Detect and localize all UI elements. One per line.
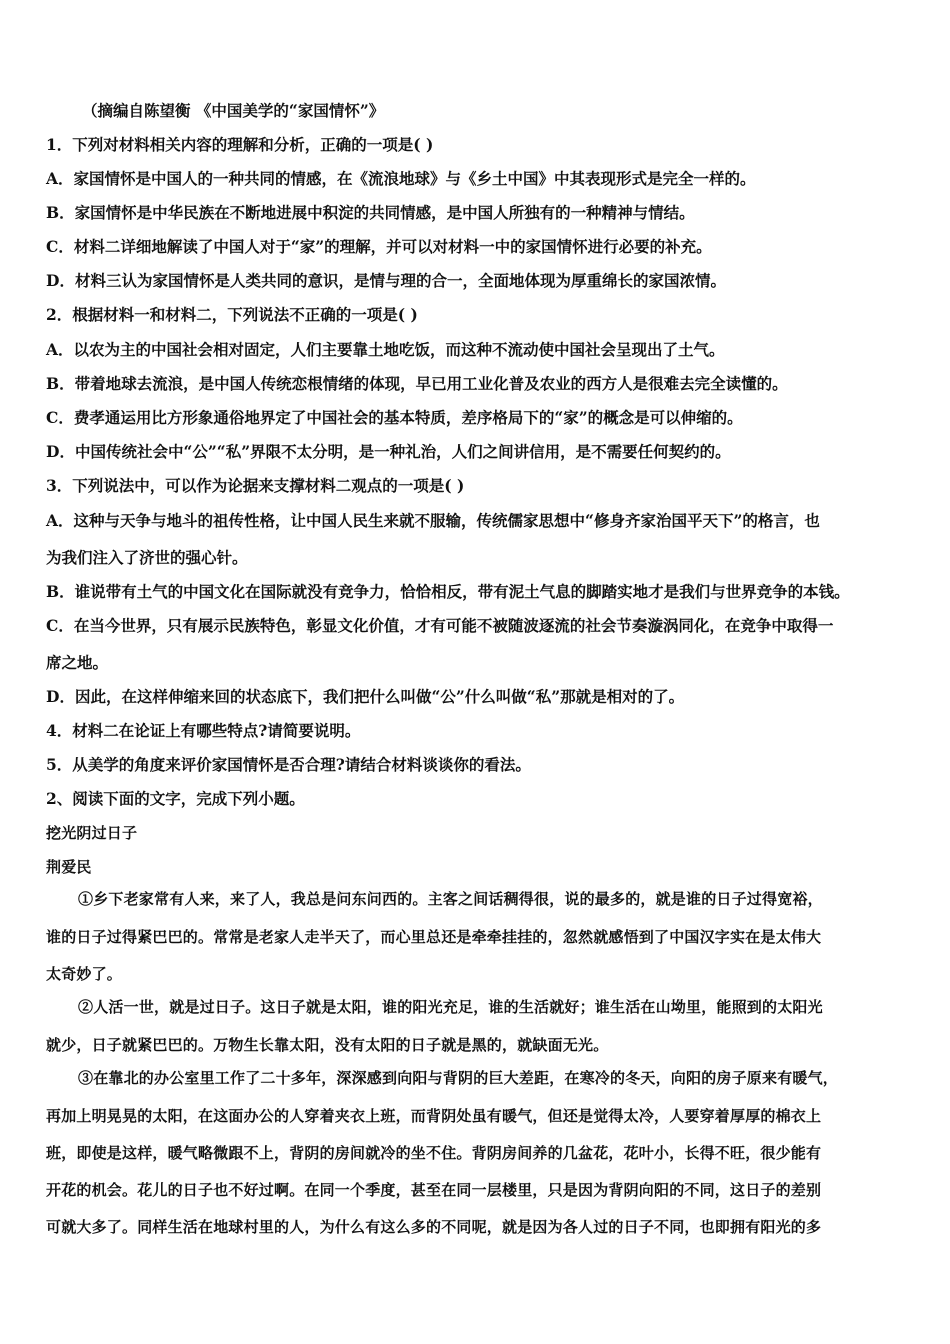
q2-option-b: B．带着地球去流浪，是中国人传统恋根情绪的体现，早已用工业化普及农业的西方人是很难去完全读懂的。 — [46, 374, 788, 393]
q2-option-d: D．中国传统社会中“公”“私”界限不太分明，是一种礼治，人们之间讲信用，是不需要任何契约的。 — [46, 442, 731, 461]
story-paragraph-3-line-1: ③在靠北的办公室里工作了二十多年，深深感到向阳与背阴的巨大差距，在寒冷的冬天，向阳的房子原来有暖气， — [78, 1069, 839, 1087]
story-paragraph-3-line-5: 可就大多了。同样生活在地球村里的人，为什么有这么多的不同呢，就是因为各人过的日子不同，也即拥有阳光的多 — [46, 1218, 822, 1236]
story-paragraph-1-line-1: ①乡下老家常有人来，来了人，我总是问东问西的。主客之间话稠得很，说的最多的，就是谁的日子过得宽裕， — [78, 890, 823, 908]
q2-option-c: C．费孝通运用比方形象通俗地界定了中国社会的基本特质，差序格局下的“家”的概念是可以伸缩的。 — [46, 408, 743, 427]
q1-option-b: B．家国情怀是中华民族在不断地进展中积淀的共同情感，是中国人所独有的一种精神与情结。 — [46, 203, 695, 222]
story-paragraph-2-line-2: 就少，日子就紧巴巴的。万物生长靠太阳，没有太阳的日子就是黑的，就缺面无光。 — [46, 1036, 609, 1054]
question-3-stem: 3．下列说法中，可以作为论据来支撑材料二观点的一项是( ) — [46, 476, 465, 495]
source-citation: （摘编自陈望衡 《中国美学的“家国情怀”》 — [82, 101, 385, 120]
q3-option-d: D．因此，在这样伸缩来回的状态底下，我们把什么叫做“公”什么叫做“私”那就是相对的了。 — [46, 687, 685, 706]
story-paragraph-2-line-1: ②人活一世，就是过日子。这日子就是太阳，谁的阳光充足，谁的生活就好；谁生活在山坳里，能照到的太阳光 — [78, 998, 823, 1016]
question-2-stem: 2．根据材料一和材料二，下列说法不正确的一项是( ) — [46, 305, 418, 324]
q3-option-b: B．谁说带有土气的中国文化在国际就没有竞争力，恰恰相反，带有泥土气息的脚踏实地才是我们与世界竞争的本钱。 — [46, 582, 850, 601]
story-paragraph-3-line-2: 再加上明晃晃的太阳，在这面办公的人穿着夹衣上班，而背阴处虽有暖气，但还是觉得太冷，人要穿着厚厚的棉衣上 — [46, 1107, 822, 1125]
question-5: 5．从美学的角度来评价家国情怀是否合理?请结合材料谈谈你的看法。 — [46, 755, 531, 774]
question-1-stem: 1．下列对材料相关内容的理解和分析，正确的一项是( ) — [46, 135, 434, 154]
story-title: 挖光阴过日子 — [46, 824, 138, 842]
story-paragraph-1-line-2: 谁的日子过得紧巴巴的。常常是老家人走半天了，而心里总还是牵牵挂挂的，忽然就感悟到了中国汉字实在是太伟大 — [46, 928, 822, 946]
q1-option-a: A．家国情怀是中国人的一种共同的情感，在《流浪地球》与《乡土中国》中其表现形式是完全一样的。 — [46, 169, 756, 188]
question-4: 4．材料二在论证上有哪些特点?请简要说明。 — [46, 721, 361, 740]
story-author: 荆爱民 — [46, 858, 92, 876]
q1-option-d: D．材料三认为家国情怀是人类共同的意识，是情与理的合一，全面地体现为厚重绵长的家国浓情。 — [46, 271, 726, 290]
q3-option-a-line-1: A．这种与天争与地斗的祖传性格，让中国人民生来就不服输，传统儒家思想中“修身齐家治国平天下”的格言，也 — [46, 511, 820, 530]
q3-option-c-line-2: 席之地。 — [46, 653, 109, 672]
story-paragraph-1-line-3: 太奇妙了。 — [46, 965, 123, 983]
q3-option-a-line-2: 为我们注入了济世的强心针。 — [46, 548, 248, 567]
q1-option-c: C．材料二详细地解读了中国人对于“家”的理解，并可以对材料一中的家国情怀进行必要的补充。 — [46, 237, 712, 256]
section-2-heading: 2、阅读下面的文字，完成下列小题。 — [46, 789, 305, 808]
q3-option-c-line-1: C．在当今世界，只有展示民族特色，彰显文化价值，才有可能不被随波逐流的社会节奏漩涡同化，在竞争中取得一 — [46, 616, 834, 635]
story-paragraph-3-line-3: 班，即使是这样，暖气略微跟不上，背阴的房间就冷的坐不住。背阴房间养的几盆花，花叶小，长得不旺，很少能有 — [46, 1144, 822, 1162]
story-paragraph-3-line-4: 开花的机会。花儿的日子也不好过啊。在同一个季度，甚至在同一层楼里，只是因为背阴向阳的不同，这日子的差别 — [46, 1181, 822, 1199]
q2-option-a: A．以农为主的中国社会相对固定，人们主要靠土地吃饭，而这种不流动使中国社会呈现出了土气。 — [46, 340, 725, 359]
